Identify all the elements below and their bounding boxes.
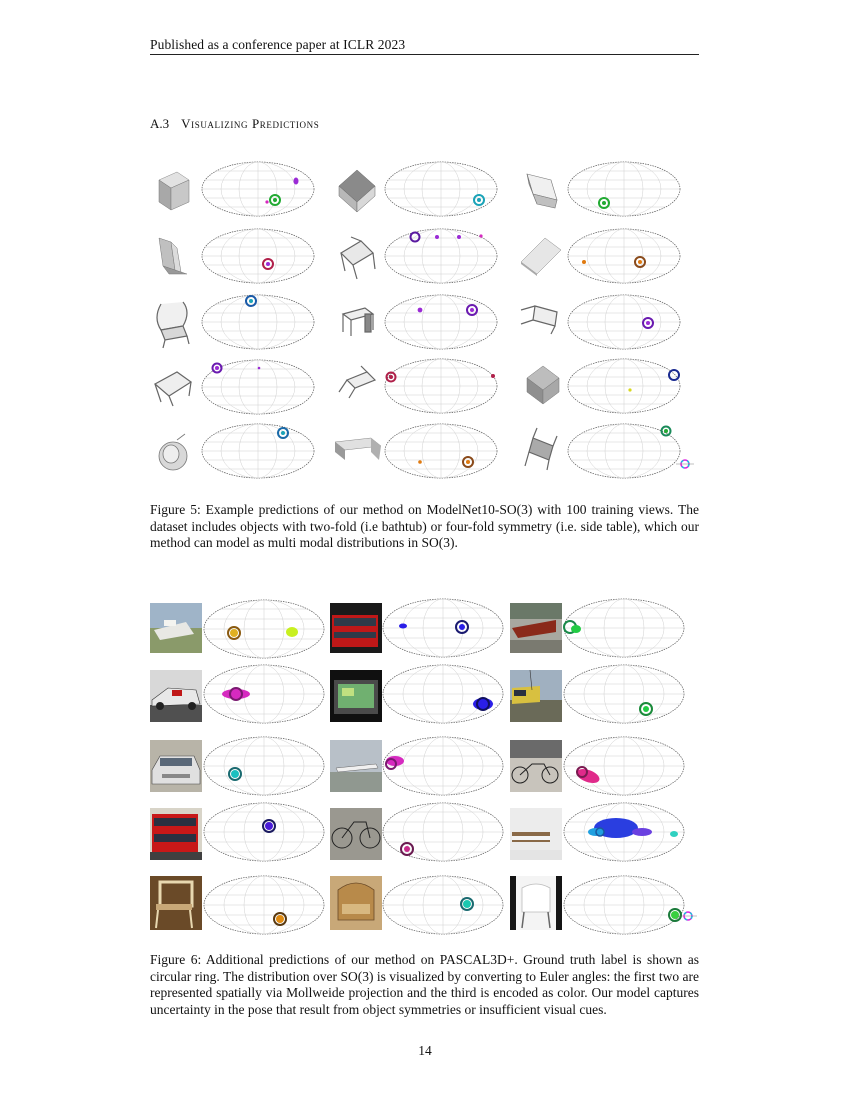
page-number: 14 xyxy=(418,1043,432,1058)
mollweide-plot xyxy=(383,737,503,795)
mollweide-plot xyxy=(204,803,324,861)
chair-photo xyxy=(330,876,382,930)
fig6-row-2 xyxy=(150,665,684,723)
fig6-row-3 xyxy=(150,737,684,795)
mollweide-plot xyxy=(204,737,324,795)
mollweide-plot xyxy=(204,876,324,934)
mollweide-plot xyxy=(564,876,684,934)
fig6-row-4 xyxy=(150,803,684,861)
mollweide-plot xyxy=(383,599,503,657)
figure-6-caption: Figure 6: Additional predictions of our method on PASCAL3D+. Ground truth label is shown as circular ring. The distribution over SO(3) is visualized by converting to Euler angles: the first two are represented spatially via Mollweide projection and the third is encoded as color. Our model captures uncertainty in the pose that result from object symmetries or insufficient visual cues. xyxy=(150,952,699,1017)
boat-photo xyxy=(150,603,202,653)
mollweide-plot xyxy=(564,737,684,795)
bicycle-photo xyxy=(330,808,382,860)
mollweide-plot xyxy=(383,803,503,861)
bus-photo xyxy=(330,603,382,653)
chair-photo xyxy=(150,876,202,930)
chair-photo xyxy=(510,876,562,930)
train-photo xyxy=(510,670,562,722)
mollweide-plot xyxy=(564,665,684,723)
running-header: Published as a conference paper at ICLR 2023 xyxy=(150,37,406,52)
sofa-photo xyxy=(510,808,562,860)
bus-photo xyxy=(150,808,202,860)
mollweide-plot xyxy=(383,876,503,934)
mollweide-plot xyxy=(204,600,324,658)
car-photo xyxy=(150,670,202,722)
fig6-row-1 xyxy=(150,599,684,658)
tv-monitor-photo xyxy=(330,670,382,722)
section-title: Visualizing Predictions xyxy=(181,116,320,131)
section-number: A.3 xyxy=(150,116,170,131)
mollweide-plot xyxy=(204,665,324,723)
boat-photo xyxy=(510,603,562,653)
mollweide-plot xyxy=(564,803,684,861)
fig6-row-5 xyxy=(150,876,697,934)
figure-5-caption: Figure 5: Example predictions of our method on ModelNet10-SO(3) with 100 training views. The dataset includes objects with two-fold (i.e bathtub) or four-fold symmetry (i.e. side table), which our method can model as multi modal distributions in SO(3). xyxy=(150,502,699,550)
mollweide-plot xyxy=(564,599,684,657)
bicycle-photo xyxy=(510,740,562,792)
mollweide-plot xyxy=(383,665,503,723)
car-photo xyxy=(150,740,202,792)
aeroplane-photo xyxy=(330,740,382,792)
